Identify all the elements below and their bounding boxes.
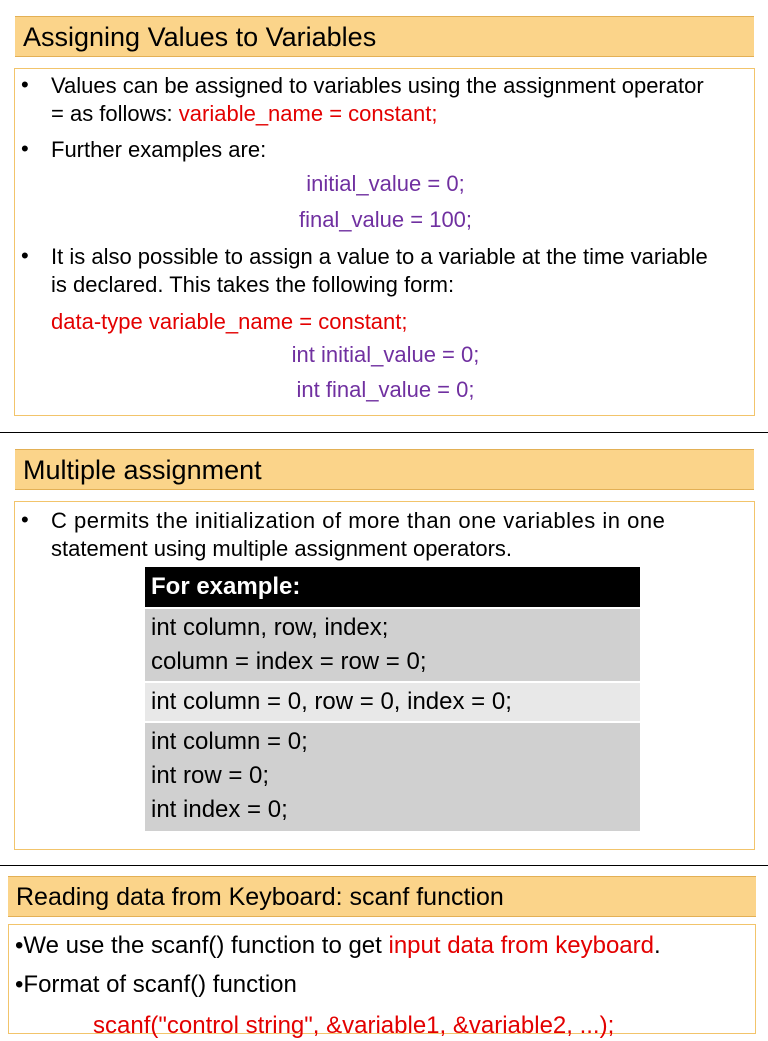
- bullet-text: Values can be assigned to variables using the assignment operator: [51, 73, 704, 98]
- code-form: data-type variable_name = constant;: [51, 309, 408, 334]
- bullet-icon: •: [21, 507, 29, 532]
- bullet-text-line: = as follows: variable_name = constant;: [51, 101, 438, 126]
- slide-title: Assigning Values to Variables: [15, 16, 754, 57]
- bullet-icon: •: [21, 243, 29, 268]
- bullet-text: C permits the initialization of more than one variables in one: [51, 508, 666, 533]
- code-example: initial_value = 0;: [306, 171, 465, 196]
- slide-multiple-assignment: [0, 433, 768, 865]
- table-row: int column = 0; int row = 0; int index = 0;: [145, 723, 640, 831]
- slide-body: [8, 924, 756, 1039]
- bullet-text: •Format of scanf() function: [15, 971, 297, 998]
- text-highlight: input data from keyboard: [388, 932, 654, 959]
- bullet-text-line: is declared. This takes the following form:: [51, 272, 455, 297]
- example-table: [145, 567, 640, 832]
- code-example: scanf("control string", &variable1, &variable2, ...);: [93, 1012, 615, 1039]
- table-row: int column, row, index; column = index = row = 0;: [145, 609, 640, 681]
- slide-title: Reading data from Keyboard: scanf function: [8, 876, 756, 917]
- slide-assigning-values: [0, 0, 768, 432]
- slide-scanf: [0, 866, 768, 1039]
- slide-title: Multiple assignment: [15, 449, 754, 490]
- code-example: int initial_value = 0;: [291, 342, 480, 367]
- bullet-text: Further examples are:: [51, 137, 267, 162]
- code-example: final_value = 100;: [298, 207, 473, 232]
- code-example: int final_value = 0;: [296, 377, 475, 402]
- code-highlight: variable_name = constant;: [178, 101, 438, 126]
- bullet-icon: •: [21, 136, 29, 161]
- table-row: int column = 0, row = 0, index = 0;: [145, 683, 640, 721]
- bullet-icon: •: [21, 72, 29, 97]
- table-header: For example:: [145, 567, 640, 607]
- bullet-text: •We use the scanf() function to get input data from keyboard.: [15, 932, 661, 959]
- bullet-text-line: statement using multiple assignment operators.: [51, 536, 513, 561]
- bullet-text: It is also possible to assign a value to a variable at the time variable: [51, 244, 708, 269]
- slide-body: [14, 68, 755, 416]
